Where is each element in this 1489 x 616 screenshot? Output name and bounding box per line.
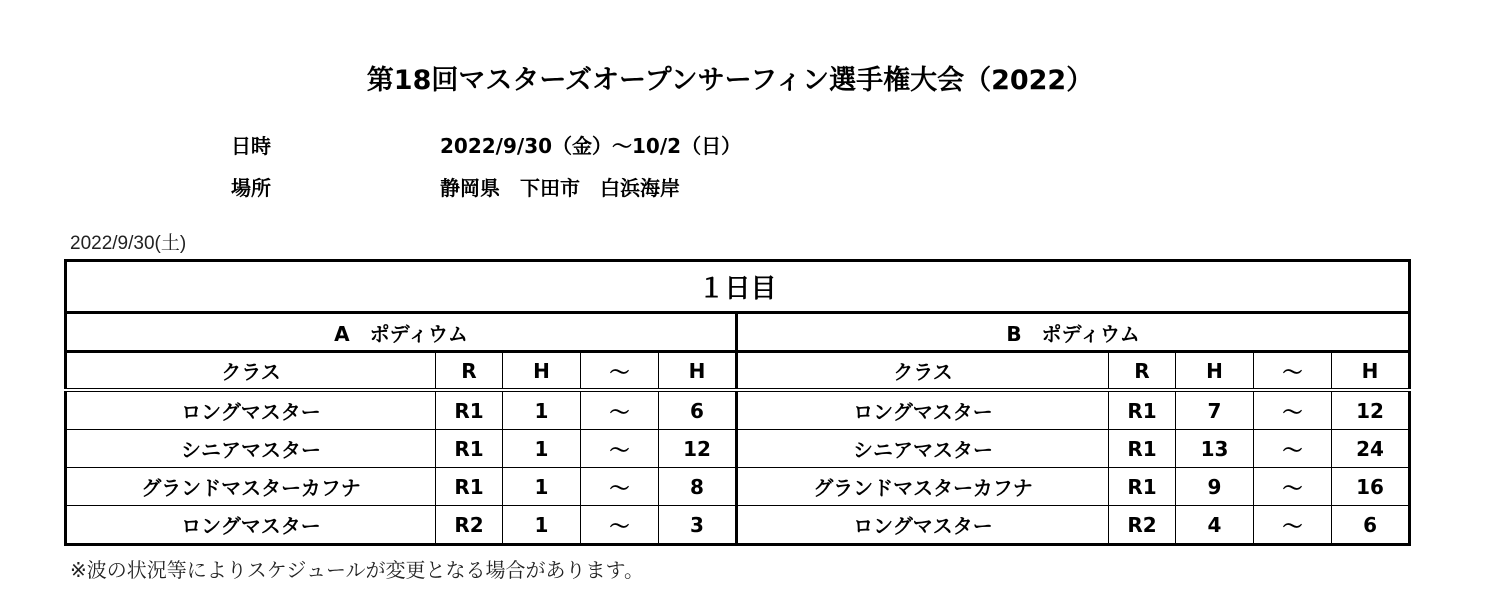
cell-heat-to-b: 6: [1332, 506, 1410, 545]
cell-class-b: ロングマスター: [737, 506, 1109, 545]
cell-tilde-b: 〜: [1254, 390, 1332, 430]
cell-heat-from-b: 7: [1176, 390, 1254, 430]
cell-round-a: R2: [436, 506, 503, 545]
cell-tilde-a: 〜: [581, 468, 659, 506]
table-row: [66, 430, 1410, 468]
datetime-value: 2022/9/30（金）〜10/2（日）: [440, 134, 742, 158]
cell-class-a: シニアマスター: [66, 430, 436, 468]
cell-tilde-b: 〜: [1254, 430, 1332, 468]
header-round-b: R: [1109, 352, 1176, 391]
column-header-row: [66, 352, 1410, 391]
cell-round-b: R2: [1109, 506, 1176, 545]
cell-heat-to-a: 3: [659, 506, 737, 545]
table-row: [66, 468, 1410, 506]
table-row: [66, 506, 1410, 545]
cell-round-b: R1: [1109, 430, 1176, 468]
cell-heat-to-a: 8: [659, 468, 737, 506]
place-value: 静岡県 下田市 白浜海岸: [440, 176, 680, 200]
cell-tilde-b: 〜: [1254, 506, 1332, 545]
cell-tilde-a: 〜: [581, 390, 659, 430]
cell-heat-from-b: 4: [1176, 506, 1254, 545]
schedule-note: ※波の状況等によりスケジュールが変更となる場合があります。: [70, 558, 644, 582]
header-class-a: クラス: [66, 352, 436, 391]
place-label: 場所: [231, 176, 271, 200]
cell-heat-to-a: 6: [659, 390, 737, 430]
cell-heat-to-b: 24: [1332, 430, 1410, 468]
header-round-a: R: [436, 352, 503, 391]
header-tilde-b: 〜: [1254, 352, 1332, 391]
cell-class-a: ロングマスター: [66, 506, 436, 545]
header-heat-to-a: H: [659, 352, 737, 391]
cell-round-a: R1: [436, 468, 503, 506]
podium-row: [66, 313, 1410, 352]
header-tilde-a: 〜: [581, 352, 659, 391]
cell-heat-from-a: 1: [503, 430, 581, 468]
cell-round-b: R1: [1109, 390, 1176, 430]
cell-tilde-a: 〜: [581, 430, 659, 468]
header-heat-from-a: H: [503, 352, 581, 391]
day-title-row: [66, 261, 1410, 313]
schedule-date-label: 2022/9/30(土): [70, 233, 187, 254]
header-heat-from-b: H: [1176, 352, 1254, 391]
cell-round-a: R1: [436, 390, 503, 430]
cell-heat-from-b: 13: [1176, 430, 1254, 468]
cell-heat-from-b: 9: [1176, 468, 1254, 506]
cell-heat-to-a: 12: [659, 430, 737, 468]
cell-tilde-a: 〜: [581, 506, 659, 545]
page-title: 第18回マスターズオープンサーフィン選手権大会（2022）: [366, 65, 1094, 96]
cell-round-b: R1: [1109, 468, 1176, 506]
schedule-table: [64, 259, 1411, 546]
cell-class-a: グランドマスターカフナ: [66, 468, 436, 506]
cell-heat-from-a: 1: [503, 468, 581, 506]
datetime-label: 日時: [231, 134, 271, 158]
podium-b-header: B ポディウム: [737, 313, 1410, 352]
podium-a-header: A ポディウム: [66, 313, 737, 352]
cell-class-a: ロングマスター: [66, 390, 436, 430]
day-title: １日目: [66, 261, 1410, 313]
cell-class-b: ロングマスター: [737, 390, 1109, 430]
cell-round-a: R1: [436, 430, 503, 468]
cell-heat-to-b: 12: [1332, 390, 1410, 430]
cell-heat-from-a: 1: [503, 506, 581, 545]
cell-heat-from-a: 1: [503, 390, 581, 430]
table-row: [66, 390, 1410, 430]
cell-class-b: シニアマスター: [737, 430, 1109, 468]
header-class-b: クラス: [737, 352, 1109, 391]
header-heat-to-b: H: [1332, 352, 1410, 391]
cell-class-b: グランドマスターカフナ: [737, 468, 1109, 506]
cell-tilde-b: 〜: [1254, 468, 1332, 506]
cell-heat-to-b: 16: [1332, 468, 1410, 506]
